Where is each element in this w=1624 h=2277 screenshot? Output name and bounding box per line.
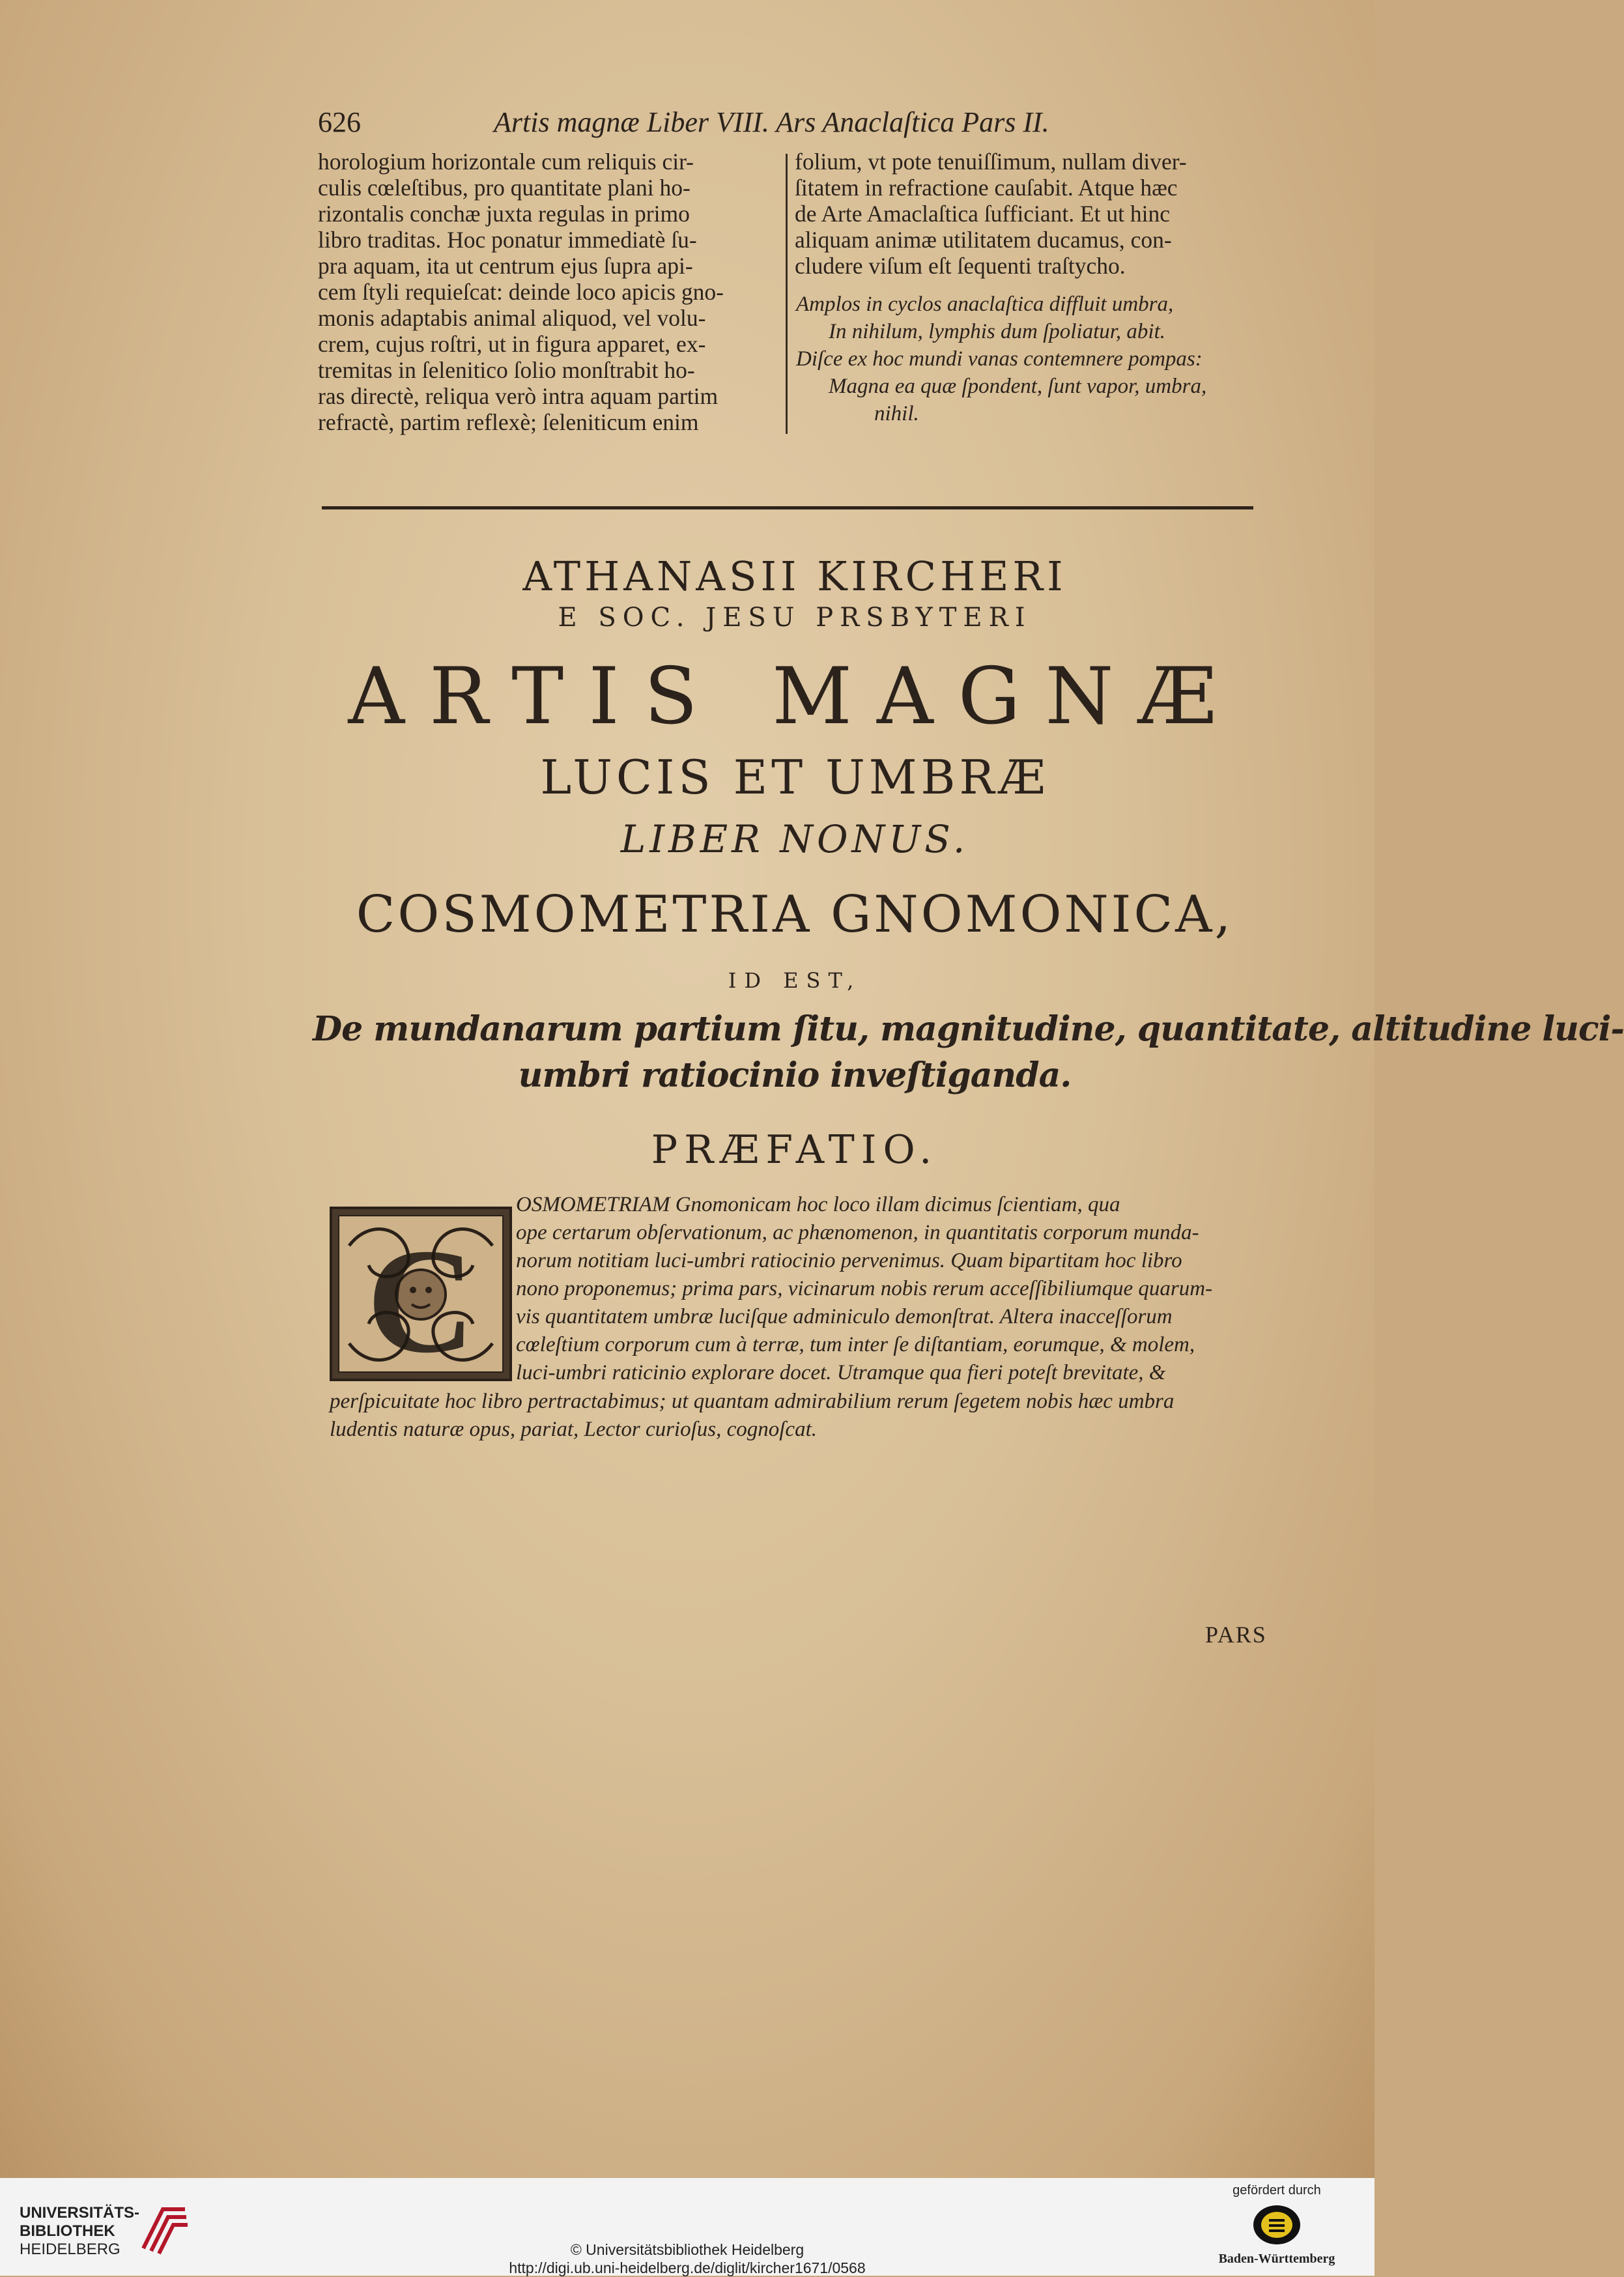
society-heading: E SOC. JESU PRSBYTERI [558, 603, 1032, 633]
page-number: 626 [318, 106, 361, 138]
description-line: De mundanarum partium ſitu, magnitudine, quantitate, altitudine luci- [313, 1009, 1624, 1049]
text-line: monis adaptabis animal aliquod, vel volu- [318, 305, 706, 331]
text-line: cem ſtyli requieſcat: deinde loco apicis gno- [318, 279, 724, 305]
decorated-initial-c [330, 1207, 512, 1384]
text-line: libro traditas. Hoc ponatur immediatè ſu- [318, 227, 697, 253]
work-title: ARTIS MAGNÆ [348, 652, 1242, 742]
text-line: folium, vt pote tenuiſſimum, nullam diver- [795, 149, 1187, 175]
praefatio-heading: PRÆFATIO. [651, 1127, 939, 1173]
right-column [795, 149, 1264, 279]
library-name-line: BIBLIOTHEK [20, 2222, 115, 2240]
library-name-line: UNIVERSITÄTS- [20, 2204, 140, 2222]
catchword: PARS [1205, 1622, 1267, 1648]
book-number: LIBER NONUS. [620, 817, 969, 861]
preface-line: cœleſtium corporum cum à terræ, tum inter ſe diſtantiam, eorumque, & molem, [516, 1333, 1195, 1356]
coat-of-arms-icon [1251, 2202, 1303, 2248]
preface-line: norum notitiam luci-umbri ratiocinio pervenimus. Quam bipartitam hoc libro [516, 1249, 1182, 1272]
library-name-line: HEIDELBERG [20, 2241, 121, 2258]
copyright-notice [0, 2241, 1375, 2277]
preface-line: perſpicuitate hoc libro pertractabimus; ut quantam admirabilium rerum ſegetem nobis hæc umbra [330, 1390, 1175, 1413]
book-topic: COSMOMETRIA GNOMONICA, [356, 885, 1234, 944]
text-line: culis cœleſtibus, pro quantitate plani ho- [318, 175, 691, 201]
verse-quatrain [796, 291, 1278, 427]
preface-full-width [330, 1388, 1281, 1444]
viewer-footer [0, 2178, 1375, 2276]
id-est: ID EST, [728, 968, 862, 993]
running-title: Artis magnæ Liber VIII. Ars Anaclaſtica Pars II. [494, 106, 1049, 138]
text-line: horologium horizontale cum reliquis cir- [318, 149, 694, 175]
preface-line: ope certarum obſervationum, ac phænomenon, in quantitatis corporum munda- [516, 1221, 1199, 1244]
text-line: ras directè, reliqua verò intra aquam partim [318, 383, 719, 409]
text-line: crem, cujus roſtri, ut in figura apparet, ex- [318, 331, 706, 357]
copyright-text: © Universitätsbibliothek Heidelberg [570, 2241, 805, 2258]
text-line: aliquam animæ utilitatem ducamus, con- [795, 227, 1172, 253]
description-line: umbri ratiocinio inveſtiganda. [518, 1055, 1072, 1095]
text-line: tremitas in ſelenitico ſolio monſtrabit ho- [318, 357, 695, 383]
sponsor-name: Baden-Württemberg [1218, 2252, 1335, 2266]
column-divider [786, 154, 788, 434]
text-line: pra aquam, ita ut centrum ejus ſupra api- [318, 253, 693, 279]
text-line: rizontalis conchæ juxta regulas in primo [318, 201, 690, 227]
text-line: cludere viſum eſt ſequenti traſtycho. [795, 253, 1126, 279]
text-line: refractè, partim reflexè; ſeleniticum enim [318, 409, 699, 435]
permalink[interactable]: http://digi.ub.uni-heidelberg.de/diglit/kircher1671/0568 [509, 2259, 866, 2276]
verse-line: In nihilum, lymphis dum ſpoliatur, abit. [829, 320, 1166, 343]
running-head [318, 104, 1269, 141]
text-line: de Arte Amaclaſtica ſufficiant. Et ut hinc [795, 201, 1171, 227]
verse-line: nihil. [874, 402, 919, 425]
verse-line: Magna ea quæ ſpondent, ſunt vapor, umbra, [829, 375, 1207, 398]
section-divider [322, 506, 1253, 509]
sponsor-label: gefördert durch [1232, 2183, 1321, 2198]
dropcap-letter: C [366, 1218, 476, 1384]
preface-line: OSMOMETRIAM Gnomonicam hoc loco illam dicimus ſcientiam, qua [516, 1193, 1120, 1216]
verse-line: Diſce ex hoc mundi vanas contemnere pompas: [796, 347, 1203, 371]
verse-line: Amplos in cyclos anaclaſtica diffluit umbra, [796, 293, 1174, 316]
left-column [318, 149, 780, 435]
work-subtitle: LUCIS ET UMBRÆ [540, 750, 1049, 805]
text-line: ſitatem in refractione cauſabit. Atque hæc [795, 175, 1178, 201]
preface-line: nono proponemus; prima pars, vicinarum nobis rerum acceſſibiliumque quarum- [516, 1277, 1213, 1300]
preface-line: vis quantitatem umbræ luciſque adminiculo demonſtrat. Altera inacceſſorum [516, 1305, 1173, 1328]
preface-line: ludentis naturæ opus, pariat, Lector curioſus, cognoſcat. [330, 1418, 817, 1441]
preface-indented [516, 1191, 1278, 1387]
author-heading: ATHANASII KIRCHERI [522, 552, 1067, 600]
sponsor-block [1205, 2183, 1348, 2267]
preface-line: luci-umbri raticinio explorare docet. Utramque qua fieri poteſt brevitate, & [516, 1361, 1166, 1384]
